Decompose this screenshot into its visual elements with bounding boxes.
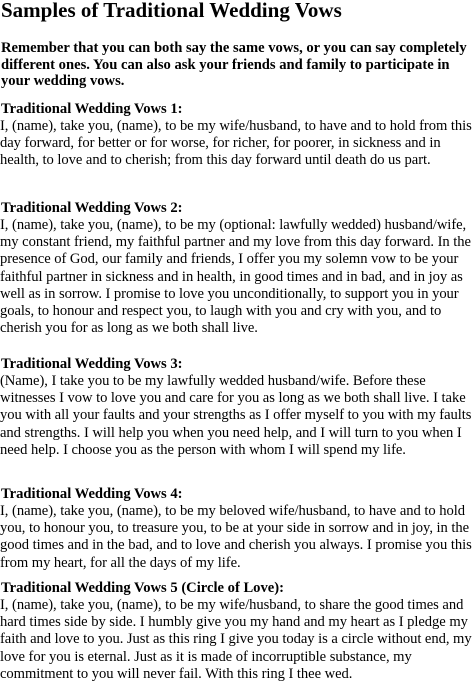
vow-text: (Name), I take you to be my lawfully wedded husband/wife. Before these witnesses I vow to love you and care for you as long as we both shall live. I take you with all your faults and your strengths as I offer myself to you with my faults and strengths. I will help you when you need help, and I will turn to you when I need help. I choose you as the person with whom I will spend my life. — [0, 373, 472, 458]
vow-heading: Traditional Wedding Vows 3: — [1, 356, 183, 372]
vow-text: I, (name), take you, (name), to be my wife/husband, to share the good times and hard times side by side. I humbly give you my hand and my heart as I pledge my faith and love to you. Just as this ring I give you today is a circle without end, my love for you is eternal. Just as it is made of incorruptible substance, my commitment to you will never fail. With this ring I thee wed. — [0, 597, 472, 682]
vow-heading: Traditional Wedding Vows 1: — [1, 101, 183, 117]
vow-section-2 — [0, 200, 472, 337]
vow-text: I, (name), take you, (name), to be my (optional: lawfully wedded) husband/wife, my constant friend, my faithful partner and my love from this day forward. In the presence of God, our family and friends, I offer you my solemn vow to be your faithful partner in sickness and in health, in good times and in bad, and in joy as well as in sorrow. I promise to love you unconditionally, to support you in your goals, to honour and respect you, to laugh with you and cry with you, and to cherish you for as long as we both shall live. — [0, 217, 471, 337]
vow-heading: Traditional Wedding Vows 2: — [1, 200, 183, 216]
vow-section-4 — [0, 486, 472, 572]
vow-heading: Traditional Wedding Vows 4: — [1, 486, 183, 502]
page-title: Samples of Traditional Wedding Vows — [1, 0, 342, 22]
vow-heading: Traditional Wedding Vows 5 (Circle of Love): — [1, 580, 284, 596]
intro-paragraph: Remember that you can both say the same vows, or you can say completely different ones. You can also ask your friends and family to participate in your wedding vows. — [1, 40, 467, 89]
vow-text: I, (name), take you, (name), to be my wife/husband, to have and to hold from this day forward, for better or for worse, for richer, for poorer, in sickness and in health, to love and to cherish; from this day forward until death do us part. — [0, 118, 472, 169]
vow-section-1 — [0, 101, 472, 170]
vow-section-5 — [0, 580, 472, 683]
vow-text: I, (name), take you, (name), to be my beloved wife/husband, to have and to hold you, to honour you, to treasure you, to be at your side in sorrow and in joy, in the good times and in the bad, and to love and cherish you always. I promise you this from my heart, for all the days of my life. — [0, 503, 472, 571]
vow-section-3 — [0, 356, 472, 459]
